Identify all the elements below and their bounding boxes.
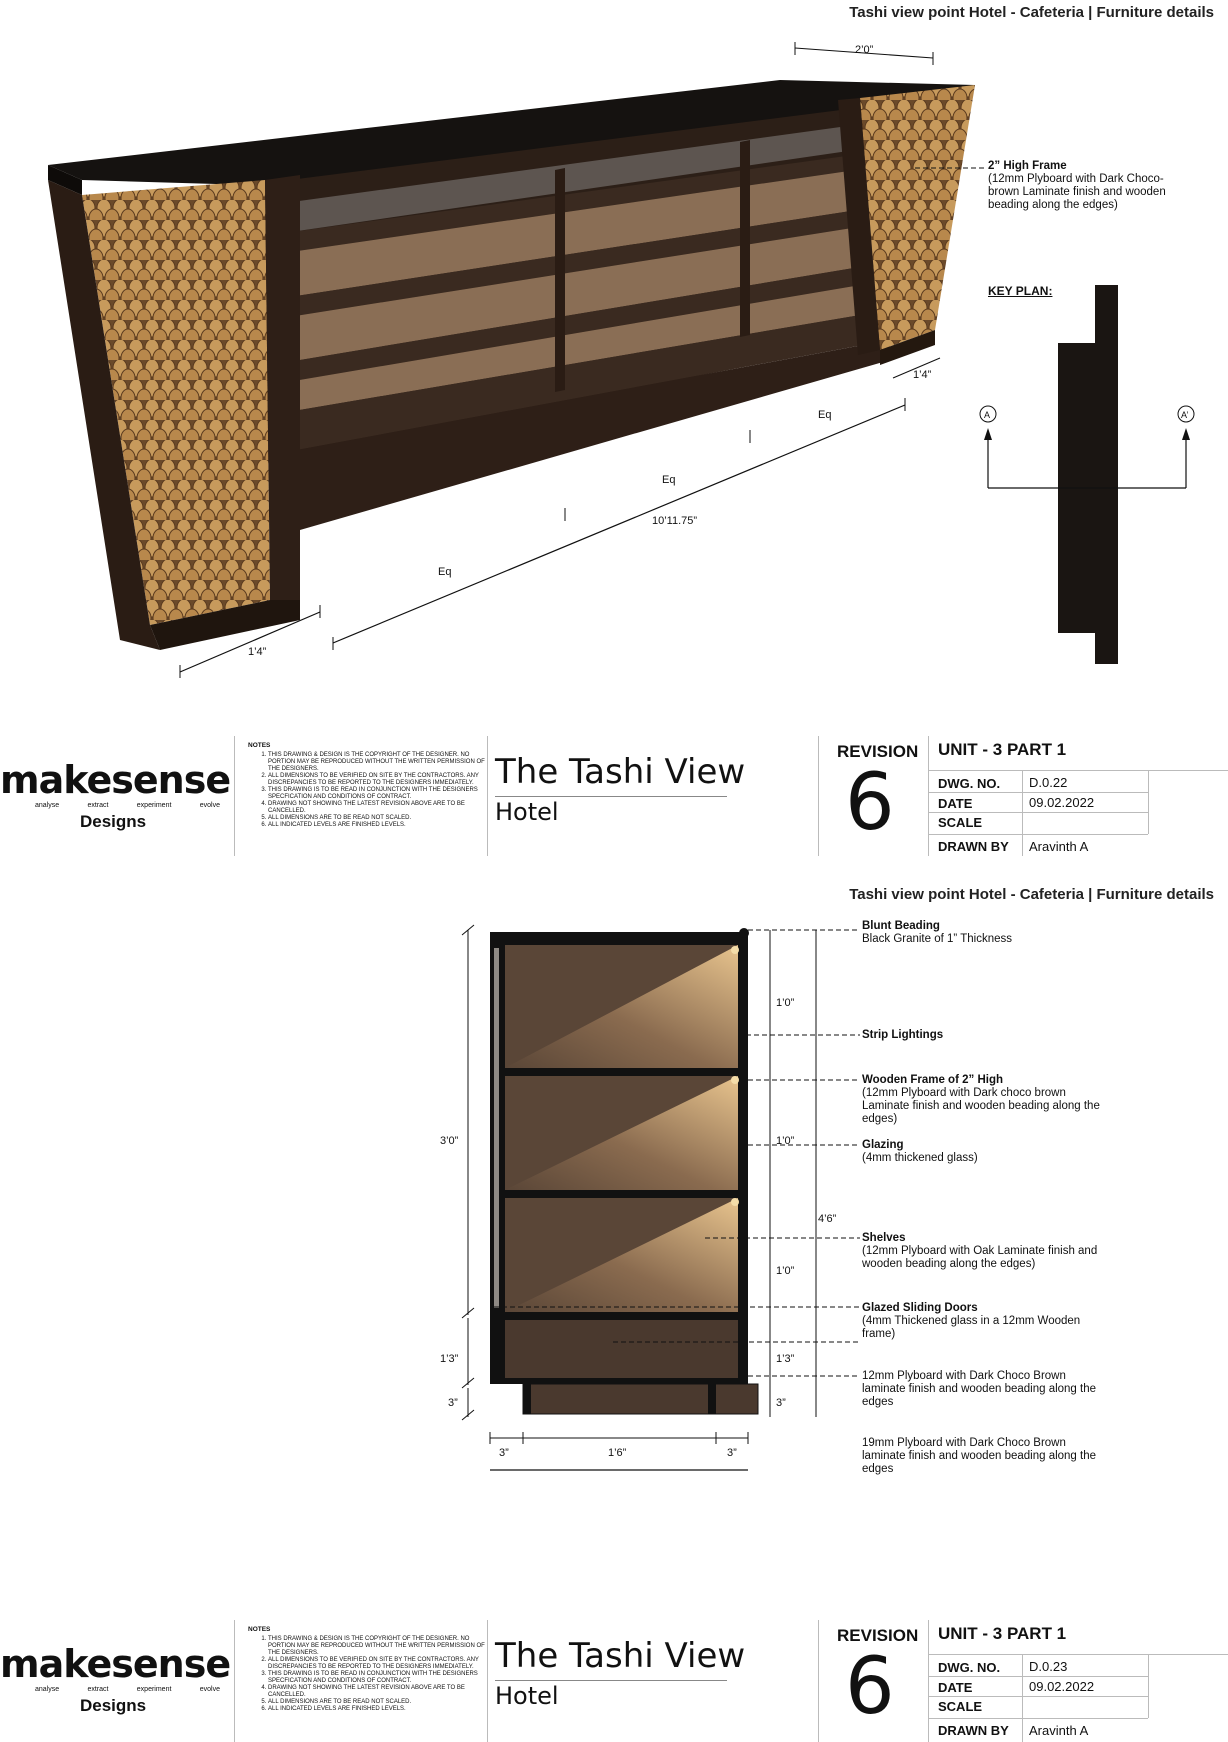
dim-left-plinth: 3” (448, 1397, 458, 1409)
dim-bottom-c: 3” (727, 1447, 737, 1459)
dim-mid-3: 1’0” (776, 1265, 795, 1277)
drawn-by-label: DRAWN BY (938, 1723, 1009, 1738)
logo-tagline: analyse extract experiment evolve (35, 802, 220, 809)
dwg-no-value: D.0.23 (1029, 1659, 1068, 1674)
dwg-no-value: D.0.22 (1029, 775, 1068, 790)
dim-right-depth: 1’4” (913, 369, 932, 381)
dim-right-total: 4’6” (818, 1213, 837, 1225)
callout-blunt-beading: Blunt Beading Black Granite of 1” Thickness (862, 920, 1012, 945)
dim-length: 10’11.75” (652, 515, 698, 527)
project-subtitle: Hotel (495, 798, 559, 826)
callout-wooden-frame: Wooden Frame of 2” High (12mm Plyboard with Dark choco brown Laminate finish and wooden beading along the edges) (862, 1074, 1100, 1125)
svg-text:A: A (984, 410, 991, 420)
callout-glazing: Glazing (4mm thickened glass) (862, 1139, 978, 1164)
revision-number: 6 (845, 758, 895, 848)
dim-left-depth: 1’4” (248, 646, 267, 658)
drawn-by-value: Aravinth A (1029, 839, 1089, 854)
unit-title: UNIT - 3 PART 1 (938, 740, 1067, 759)
dim-bottom-a: 3” (499, 1447, 509, 1459)
dwg-no-label: DWG. NO. (938, 776, 1001, 791)
dim-eq-1: Eq (438, 566, 452, 578)
dim-mid-1: 1’0” (776, 997, 795, 1009)
sheet-title: Tashi view point Hotel - Cafeteria | Furniture details (849, 886, 1214, 903)
callout-plyboard-12mm: 12mm Plyboard with Dark Choco Brown laminate finish and wooden beading along the edges (862, 1370, 1097, 1408)
svg-text:A’: A’ (1181, 410, 1189, 420)
date-value: 09.02.2022 (1029, 1679, 1095, 1694)
callout-shelves: Shelves (12mm Plyboard with Oak Laminate finish and wooden beading along the edges) (862, 1232, 1098, 1270)
date-value: 09.02.2022 (1029, 795, 1095, 810)
logo-designs: Designs (80, 1696, 147, 1715)
dim-top-width: 2’0” (855, 44, 874, 56)
callout-plyboard-19mm: 19mm Plyboard with Dark Choco Brown laminate finish and wooden beading along the edges (862, 1437, 1097, 1475)
right-weave-panel (860, 85, 975, 350)
logo-tagline: analyse extract experiment evolve (35, 1686, 220, 1693)
date-label: DATE (938, 796, 973, 811)
drawn-by-label: DRAWN BY (938, 839, 1009, 854)
plinth (523, 1384, 758, 1414)
date-label: DATE (938, 1680, 973, 1695)
blunt-beading (739, 928, 749, 938)
dwg-no-label: DWG. NO. (938, 1660, 1001, 1675)
project-title: The Tashi View (495, 752, 746, 792)
callout-strip-lightings: Strip Lightings (862, 1029, 944, 1041)
dim-left-base: 1’3” (440, 1353, 459, 1365)
logo: makesense (0, 758, 231, 802)
revision-number: 6 (845, 1642, 895, 1732)
frame-callout: 2” High Frame (12mm Plyboard with Dark Choco-brown Laminate finish and wooden beading along the edges) (988, 160, 1166, 211)
callout-sliding-doors: Glazed Sliding Doors (4mm Thickened glass in a 12mm Wooden frame) (862, 1302, 1081, 1340)
revision-label: REVISION (837, 742, 919, 761)
title-block-2 (0, 1612, 1228, 1742)
project-title: The Tashi View (495, 1636, 746, 1676)
logo: makesense (0, 1642, 231, 1686)
dim-eq-3: Eq (818, 409, 832, 421)
drawn-by-value: Aravinth A (1029, 1723, 1089, 1738)
scale-label: SCALE (938, 815, 983, 830)
dim-eq-2: Eq (662, 474, 676, 486)
key-plan-title: KEY PLAN: (988, 284, 1053, 298)
sheet-title: Tashi view point Hotel - Cafeteria | Furniture details (849, 4, 1214, 21)
dim-mid-4: 1’3” (776, 1353, 795, 1365)
revision-label: REVISION (837, 1626, 919, 1645)
dim-mid-5: 3” (776, 1397, 786, 1409)
cabinet-3d-view (0, 0, 1228, 700)
notes: NOTES 1. THIS DRAWING & DESIGN IS THE COPYRIGHT OF THE DESIGNER. NO PORTION MAY BE REPRODUCED WITHOUT THE WRITTEN PERMISSION OF THE DESIGNERS. 2. ALL DIMENSIONS TO BE VERIFIED ON SITE BY THE CONTRACTORS. ANY DISCREPANCIES TO BE REPORTED TO THE DESIGNERS IMMEDIATELY. 3. THIS DRAWING IS TO BE READ IN CONJUNCTION WITH THE DESIGNERS SPECFICATION AND CONDITIONS OF CONTRACT. 4. DRAWING NOT SHOWING THE LATEST REVISION ABOVE ARE TO BE CANCELLED. 5. ALL DIMENSIONS ARE TO BE READ NOT SCALED. 6. ALL INDICATED LEVELS ARE FINISHED LEVELS. (248, 742, 488, 829)
unit-title: UNIT - 3 PART 1 (938, 1624, 1067, 1643)
title-block-1 (0, 728, 1228, 858)
dim-mid-2: 1’0” (776, 1135, 795, 1147)
logo-designs: Designs (80, 812, 147, 831)
scale-label: SCALE (938, 1699, 983, 1714)
dim-bottom-b: 1’6” (608, 1447, 627, 1459)
notes: NOTES 1. THIS DRAWING & DESIGN IS THE COPYRIGHT OF THE DESIGNER. NO PORTION MAY BE REPRODUCED WITHOUT THE WRITTEN PERMISSION OF THE DESIGNERS. 2. ALL DIMENSIONS TO BE VERIFIED ON SITE BY THE CONTRACTORS. ANY DISCREPANCIES TO BE REPORTED TO THE DESIGNERS IMMEDIATELY. 3. THIS DRAWING IS TO BE READ IN CONJUNCTION WITH THE DESIGNERS SPECFICATION AND CONDITIONS OF CONTRACT. 4. DRAWING NOT SHOWING THE LATEST REVISION ABOVE ARE TO BE CANCELLED. 5. ALL DIMENSIONS ARE TO BE READ NOT SCALED. 6. ALL INDICATED LEVELS ARE FINISHED LEVELS. (248, 1626, 488, 1713)
project-subtitle: Hotel (495, 1682, 559, 1710)
dim-left-total: 3’0” (440, 1135, 459, 1147)
